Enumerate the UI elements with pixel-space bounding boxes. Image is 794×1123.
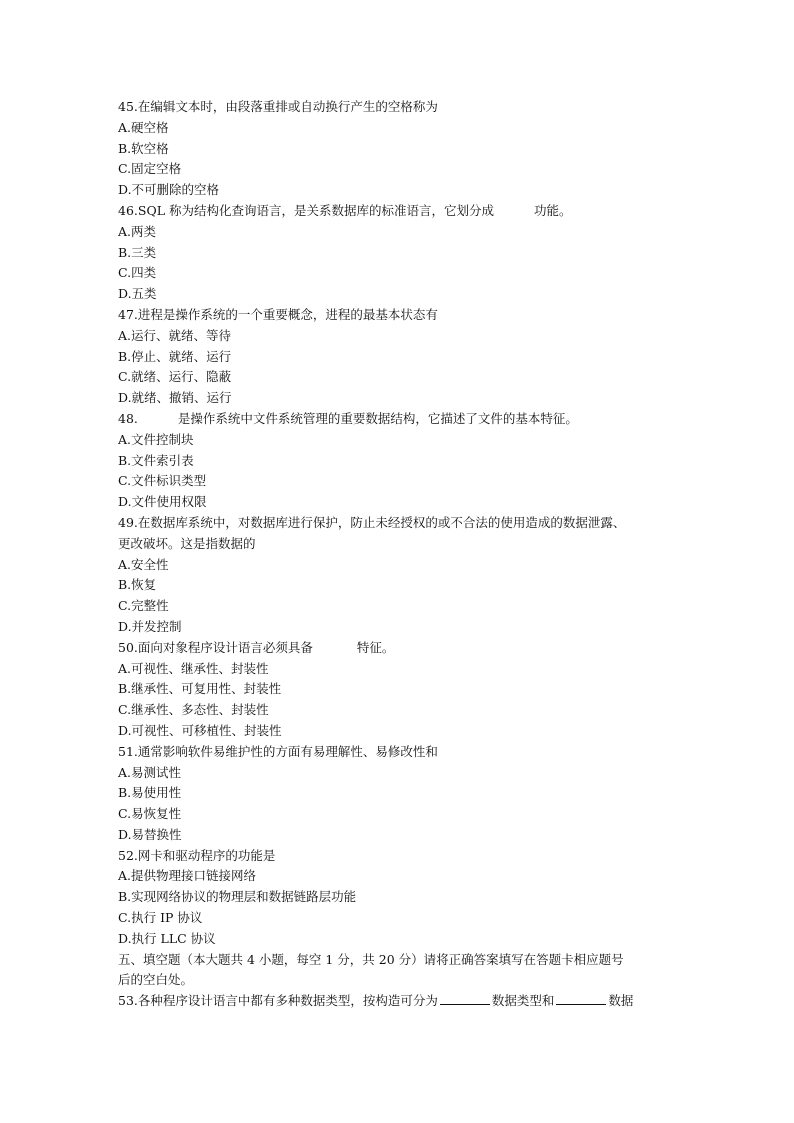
question-53-part1: 53.各种程序设计语言中都有多种数据类型，按构造可分为 bbox=[118, 993, 438, 1009]
question-49-stem-line2: 更改破坏。这是指数据的 bbox=[118, 535, 256, 551]
question-50-stem-before: 50.面向对象程序设计语言必须具备 bbox=[118, 639, 313, 655]
question-49-option-b: B.恢复 bbox=[118, 577, 157, 593]
question-50-stem bbox=[118, 638, 688, 659]
question-47-stem: 47.进程是操作系统的一个重要概念，进程的最基本状态有 bbox=[118, 306, 438, 322]
question-51-stem: 51.通常影响软件易维护性的方面有易理解性、易修改性和 bbox=[118, 743, 438, 759]
question-52-option-c: C.执行 IP 协议 bbox=[118, 910, 203, 926]
question-50-option-c: C.继承性、多态性、封装性 bbox=[118, 702, 269, 718]
question-46-option-c: C.四类 bbox=[118, 265, 157, 281]
question-53-blank-2 bbox=[556, 992, 606, 1005]
section-5-heading-line1: 五、填空题（本大题共 4 小题，每空 1 分，共 20 分）请将正确答案填写在答题卡相应题号 bbox=[118, 951, 624, 967]
question-48-option-c: C.文件标识类型 bbox=[118, 473, 207, 489]
question-47-option-c: C.就绪、运行、隐蔽 bbox=[118, 369, 232, 385]
question-50-option-d: D.可视性、可移植性、封装性 bbox=[118, 722, 282, 738]
question-49-option-c: C.完整性 bbox=[118, 598, 169, 614]
question-49-option-d: D.并发控制 bbox=[118, 618, 182, 634]
question-47-option-b: B.停止、就绪、运行 bbox=[118, 348, 232, 364]
question-45-option-c: C.固定空格 bbox=[118, 161, 182, 177]
question-47-option-a: A.运行、就绪、等待 bbox=[118, 327, 232, 343]
question-45-option-a: A.硬空格 bbox=[118, 119, 169, 135]
question-52-option-a: A.提供物理接口链接网络 bbox=[118, 868, 257, 884]
question-46-option-b: B.三类 bbox=[118, 244, 157, 260]
question-48-option-a: A.文件控制块 bbox=[118, 431, 194, 447]
question-46-option-d: D.五类 bbox=[118, 286, 157, 302]
question-45-stem: 45.在编辑文本时，由段落重排或自动换行产生的空格称为 bbox=[118, 99, 438, 114]
question-48-option-d: D.文件使用权限 bbox=[118, 494, 207, 510]
question-51-option-c: C.易恢复性 bbox=[118, 806, 182, 822]
question-45-option-b: B.软空格 bbox=[118, 140, 169, 156]
question-48-stem-after: 是操作系统中文件系统管理的重要数据结构，它描述了文件的基本特征。 bbox=[177, 410, 578, 426]
section-5-heading-line2: 后的空白处。 bbox=[118, 972, 194, 988]
question-51-option-b: B.易使用性 bbox=[118, 785, 182, 801]
question-52-option-d: D.执行 LLC 协议 bbox=[118, 930, 216, 946]
question-49-stem-line1: 49.在数据库系统中，对数据库进行保护，防止未经授权的或不合法的使用造成的数据泄露、 bbox=[118, 514, 626, 530]
question-50-stem-after: 特征。 bbox=[356, 639, 395, 655]
question-46-stem bbox=[118, 201, 688, 222]
question-53-blank-1 bbox=[440, 992, 490, 1005]
question-52-option-b: B.实现网络协议的物理层和数据链路层功能 bbox=[118, 889, 357, 905]
question-46-option-a: A.两类 bbox=[118, 223, 157, 239]
question-51-option-d: D.易替换性 bbox=[118, 826, 182, 842]
question-48-option-b: B.文件索引表 bbox=[118, 452, 194, 468]
question-48-stem bbox=[118, 409, 688, 430]
question-47-option-d: D.就绪、撤销、运行 bbox=[118, 390, 232, 406]
question-46-stem-before: 46.SQL 称为结构化查询语言，是关系数据库的标准语言，它划分成 bbox=[118, 202, 494, 218]
question-45-option-d: D.不可删除的空格 bbox=[118, 182, 220, 198]
question-50-option-a: A.可视性、继承性、封装性 bbox=[118, 660, 269, 676]
question-48-stem-before: 48. bbox=[118, 410, 138, 426]
question-53-stem bbox=[118, 991, 688, 1012]
question-46-stem-after: 功能。 bbox=[533, 202, 572, 218]
document-page bbox=[118, 97, 688, 1012]
question-52-stem: 52.网卡和驱动程序的功能是 bbox=[118, 847, 276, 863]
question-53-part3: 数据 bbox=[608, 993, 634, 1009]
question-49-option-a: A.安全性 bbox=[118, 556, 169, 572]
question-51-option-a: A.易测试性 bbox=[118, 764, 182, 780]
question-50-option-b: B.继承性、可复用性、封装性 bbox=[118, 681, 282, 697]
question-53-part2: 数据类型和 bbox=[491, 993, 555, 1009]
